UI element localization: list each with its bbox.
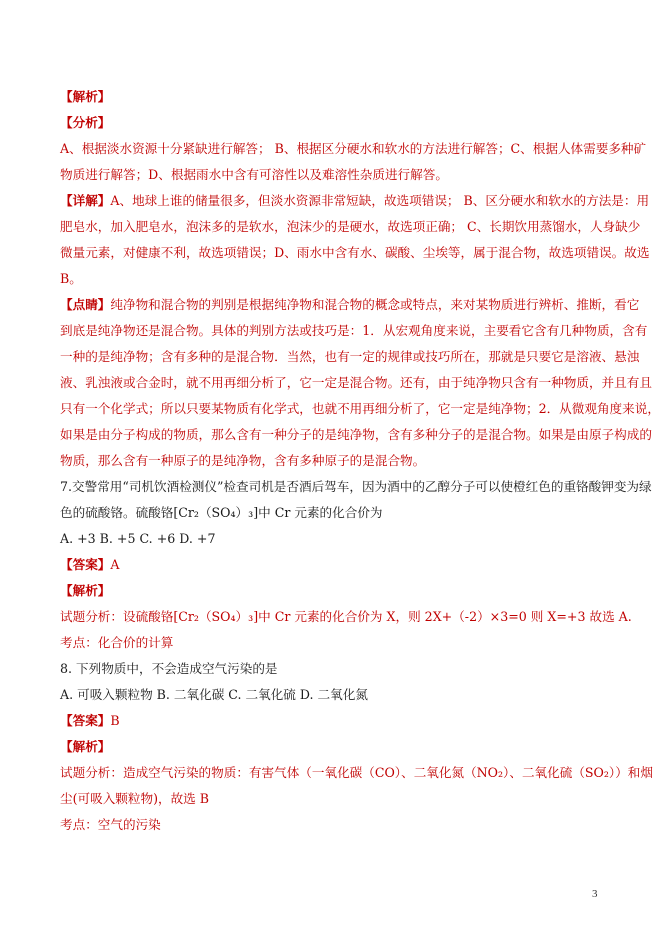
text-line [60,786,606,812]
text-line [60,708,606,734]
text-line [60,84,606,110]
text-segment: 色的硫酸铬。硫酸铬[Cr₂（SO₄）₃]中 Cr 元素的化合价为 [60,505,383,520]
text-segment: 物质进行解答；D、根据雨水中含有可溶性以及难溶性杂质进行解答。 [60,167,448,182]
text-segment: 尘(可吸入颗粒物)，故选 B [60,791,210,806]
section-label: 【解析】 [60,89,111,104]
section-label: 【解析】 [60,739,111,754]
text-line [60,760,653,786]
text-line [60,578,606,604]
text-segment: 考点：空气的污染 [60,817,161,832]
section-label: 【点睛】 [60,297,111,312]
text-line [60,656,606,682]
text-line [60,240,650,266]
text-line [60,344,640,370]
text-line [60,552,606,578]
text-segment: 考点：化合价的计算 [60,635,174,650]
text-segment: 7.交警常用“司机饮酒检测仪”检查司机是否酒后驾车，因为酒中的乙醇分子可以使橙红色的重铬酸钾变为绿 [60,479,652,494]
text-line [60,370,652,396]
text-segment: B [110,713,120,728]
text-segment: A、地球上谁的储量很多，但淡水资源非常短缺，故选项错误； B、区分硬水和软水的方法是：用 [110,193,650,208]
text-line [60,448,606,474]
text-line [60,188,650,214]
section-label: 【解析】 [60,583,111,598]
text-line [60,292,640,318]
text-segment: 一种的是纯净物；含有多种的是混合物．当然，也有一定的规律或技巧所在，那就是只要它是溶液、悬浊 [60,349,640,364]
text-line [60,110,606,136]
text-segment: 8. 下列物质中，不会造成空气污染的是 [60,661,278,676]
text-line [60,474,652,500]
text-line [60,162,606,188]
text-segment: 只有一个化学式；所以只要某物质有化学式，也就不用再细分析了，它一定是纯净物；2．从微观角度来说， [60,401,660,416]
text-segment: A [110,557,120,572]
section-label: 【答案】 [60,557,111,572]
text-segment: 肥皂水，加入肥皂水，泡沫多的是软水，泡沫少的是硬水，故选项正确； C、长期饮用蒸馏水，人身缺少 [60,219,641,234]
text-segment: A. +3 B. +5 C. +6 D. +7 [60,531,216,546]
text-segment: B。 [60,271,82,286]
text-line [60,604,632,630]
text-segment: A、根据淡水资源十分紧缺进行解答； B、根据区分硬水和软水的方法进行解答；C、根据人体需要多种矿 [60,141,647,156]
section-label: 【答案】 [60,713,111,728]
text-line [60,318,648,344]
section-label: 【详解】 [60,193,111,208]
text-segment: A. 可吸入颗粒物 B. 二氧化碳 C. 二氧化硫 D. 二氧化氮 [60,687,368,702]
text-line [60,214,641,240]
text-line [60,682,606,708]
text-line [60,630,606,656]
text-line [60,396,660,422]
text-segment: 微量元素，对健康不利，故选项错误；D、雨水中含有水、碳酸、尘埃等，属于混合物，故选项错误。故选 [60,245,650,260]
text-segment: 到底是纯净物还是混合物。具体的判别方法或技巧是：1．从宏观角度来说，主要看它含有几种物质，含有 [60,323,648,338]
text-segment: 试题分析：造成空气污染的物质：有害气体（一氧化碳（CO）、二氧化氮（NO₂）、二氧化硫（SO₂））和烟 [60,765,653,780]
text-line [60,812,606,838]
text-segment: 纯净物和混合物的判别是根据纯净物和混合物的概念或特点，来对某物质进行辨析、推断，看它 [110,297,640,312]
text-line [60,422,652,448]
section-label: 【分析】 [60,115,111,130]
text-segment: 物质，那么含有一种原子的是纯净物，含有多种原子的是混合物。 [60,453,426,468]
document-page [60,84,660,838]
text-line [60,500,606,526]
text-line [60,734,606,760]
text-line [60,266,606,292]
text-line [60,136,647,162]
text-segment: 试题分析：设硫酸铬[Cr₂（SO₄）₃]中 Cr 元素的化合价为 X，则 2X+（-2）×3=0 则 X=+3 故选 A. [60,609,632,624]
text-line [60,526,606,552]
text-segment: 如果是由分子构成的物质，那么含有一种分子的是纯净物，含有多种分子的是混合物。如果是由原子构成的 [60,427,652,442]
text-segment: 液、乳浊液或合金时，就不用再细分析了，它一定是混合物。还有，由于纯净物只含有一种物质，并且有且 [60,375,652,390]
page-number: 3 [592,888,598,900]
